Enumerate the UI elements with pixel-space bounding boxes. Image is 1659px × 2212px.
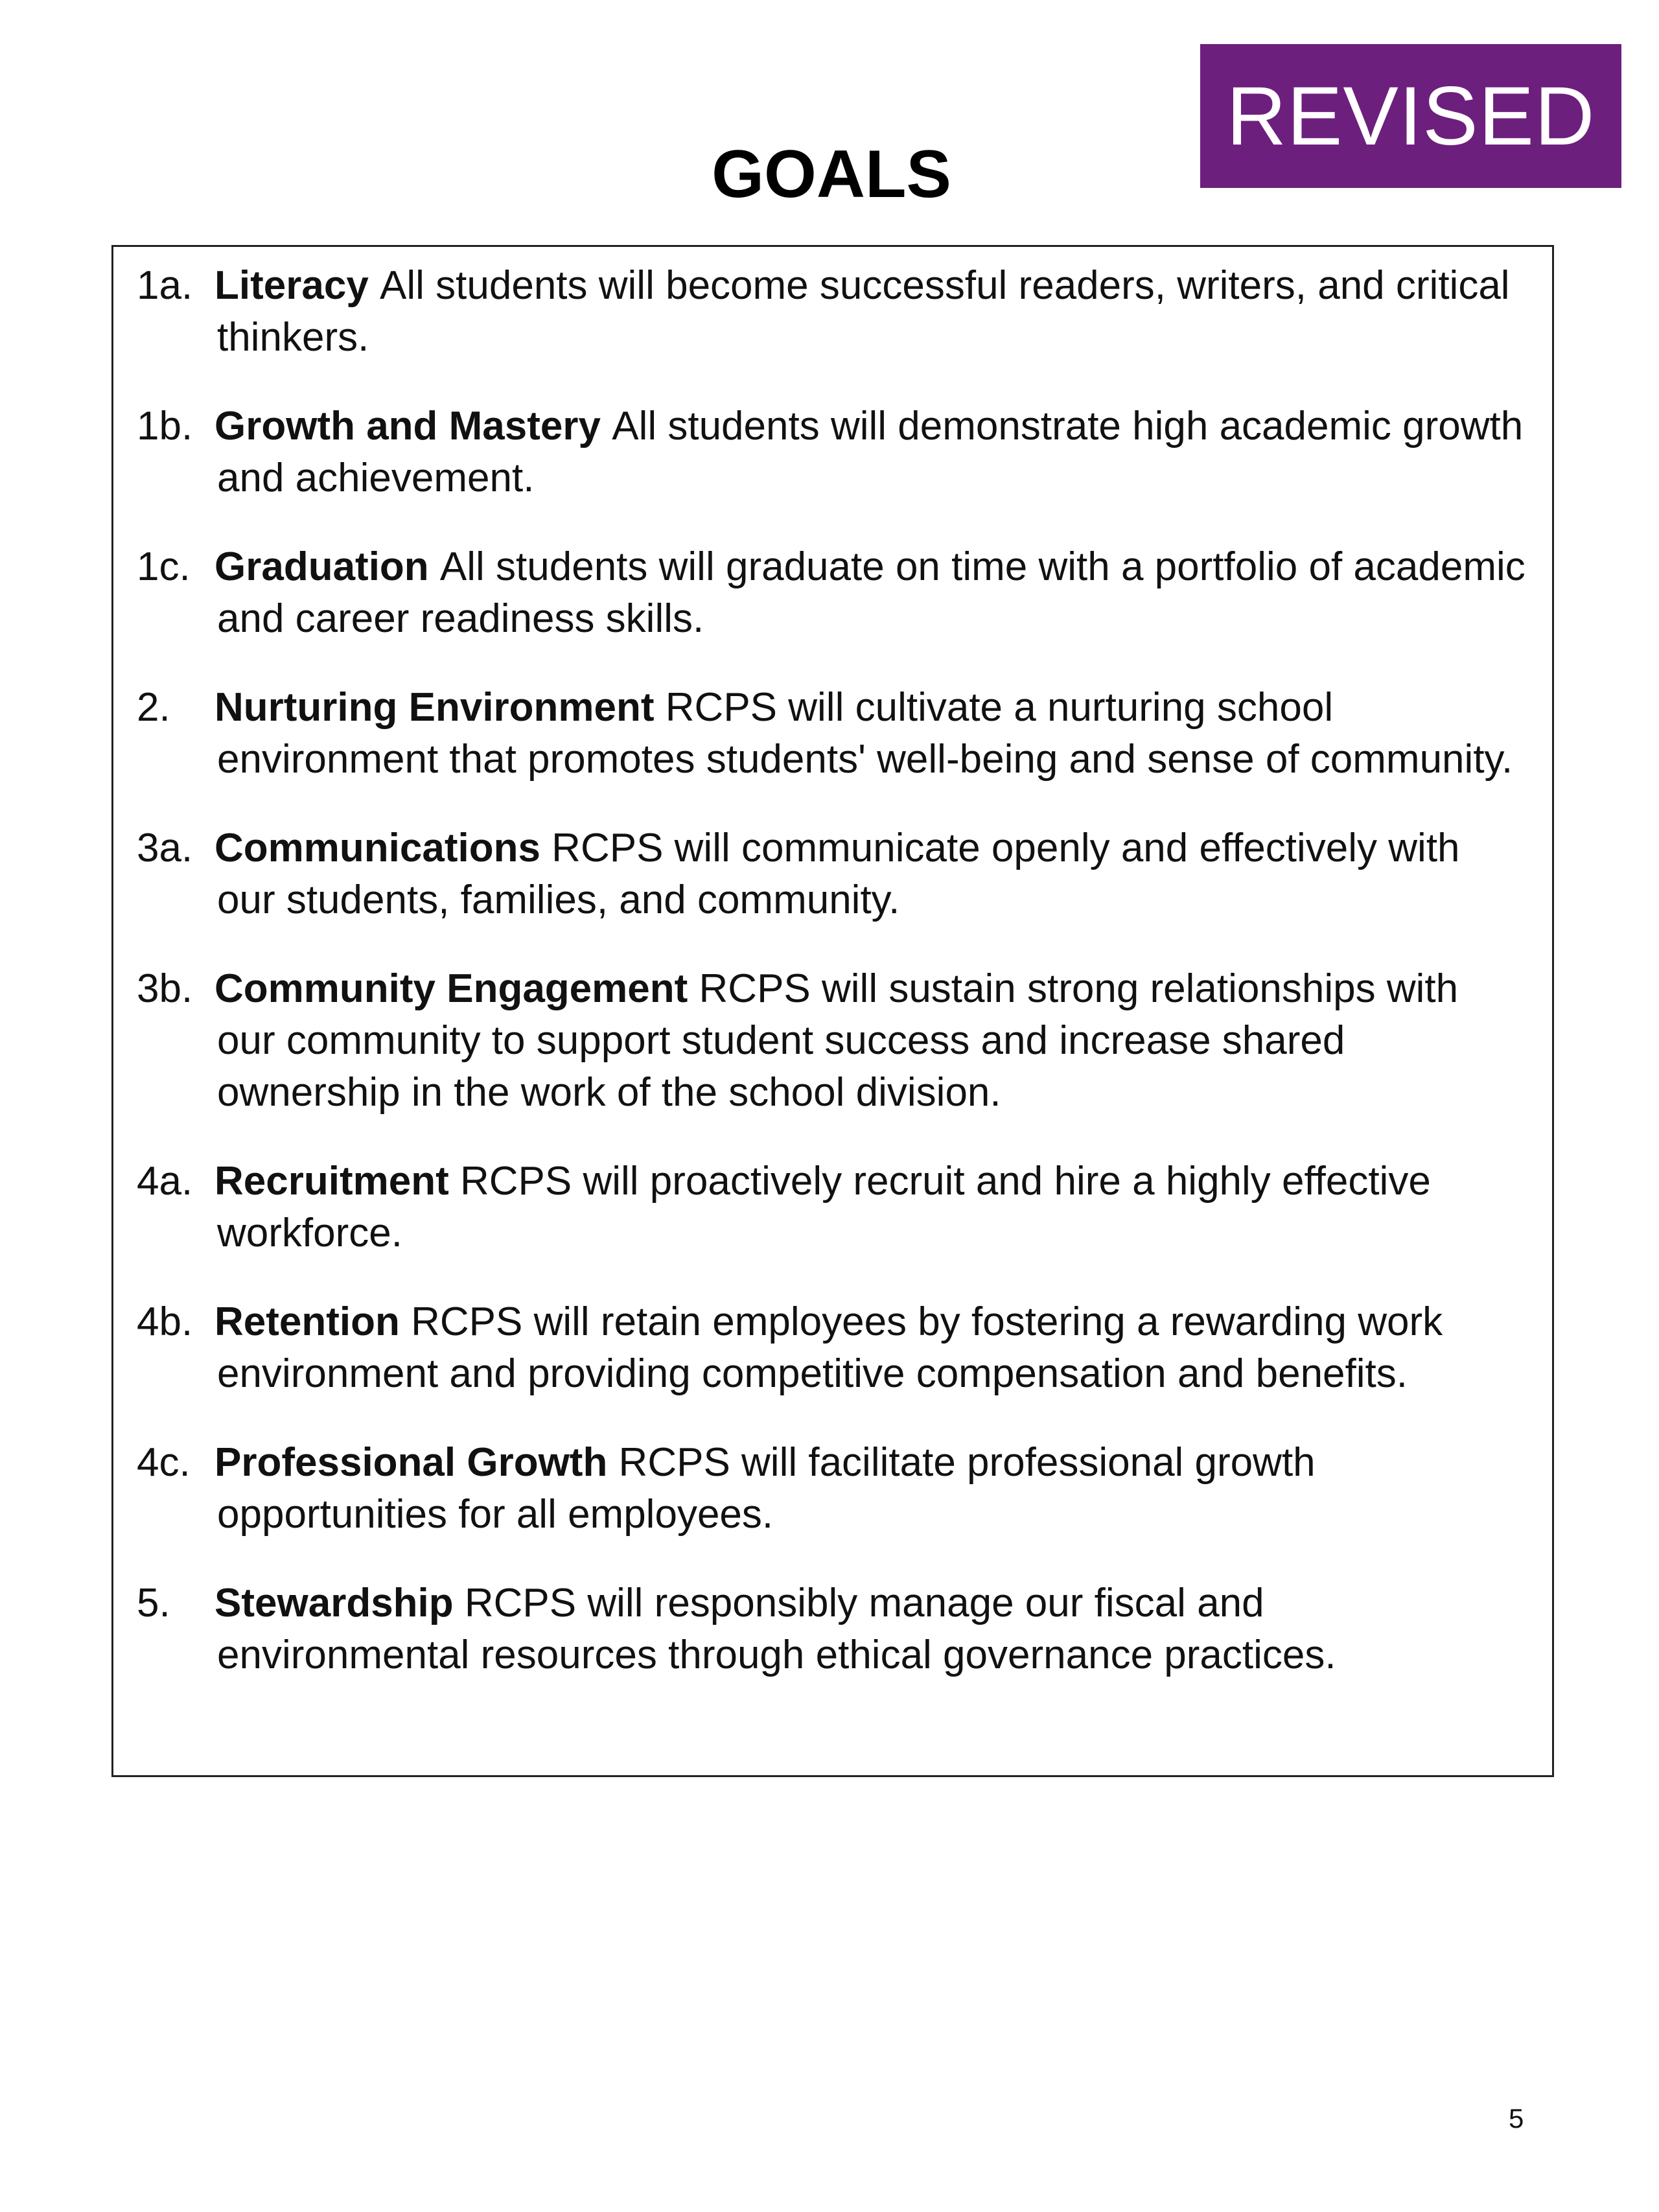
- goal-text: RCPS will communicate openly and effectively with our students, families, and community.: [217, 826, 1460, 922]
- goal-item-4b: [137, 1296, 1526, 1400]
- goal-number: 3a.: [137, 826, 193, 870]
- page-number: 5: [1509, 2103, 1524, 2134]
- goal-number: 4b.: [137, 1299, 193, 1344]
- goal-number: 4c.: [137, 1440, 191, 1485]
- goal-heading: Retention: [215, 1299, 412, 1344]
- goal-heading: Graduation: [215, 544, 440, 589]
- goal-heading: Recruitment: [215, 1159, 460, 1204]
- goal-number: 5.: [137, 1581, 170, 1625]
- page-title: GOALS: [712, 137, 951, 212]
- goal-number: 4a.: [137, 1159, 193, 1204]
- goal-text: All students will graduate on time with a portfolio of academic and career readiness skills.: [217, 544, 1526, 641]
- goal-item-3b: [137, 963, 1526, 1119]
- goal-heading: Growth and Mastery: [215, 404, 612, 448]
- goal-item-1a: [137, 260, 1526, 364]
- goal-text: RCPS will facilitate professional growth opportunities for all employees.: [217, 1440, 1316, 1537]
- goals-list: [137, 260, 1526, 1718]
- goal-number: 1b.: [137, 404, 193, 448]
- goal-number: 1c.: [137, 544, 191, 589]
- goal-item-2: [137, 682, 1526, 786]
- goal-heading: Literacy: [215, 263, 380, 308]
- goal-item-3a: [137, 822, 1526, 926]
- goal-heading: Stewardship: [215, 1581, 465, 1625]
- goal-text: All students will demonstrate high academic growth and achievement.: [217, 404, 1524, 500]
- goal-text: RCPS will sustain strong relationships with our community to support student success and increase shared ownership in the work of the school division.: [217, 966, 1459, 1115]
- goal-heading: Professional Growth: [215, 1440, 619, 1485]
- goal-item-4c: [137, 1437, 1526, 1541]
- goals-box: [111, 245, 1554, 1777]
- goal-text: All students will become successful readers, writers, and critical thinkers.: [217, 263, 1510, 360]
- goal-item-5: [137, 1578, 1526, 1681]
- goal-number: 1a.: [137, 263, 193, 308]
- goal-number: 2.: [137, 685, 170, 730]
- goal-item-1c: [137, 541, 1526, 645]
- goal-text: RCPS will cultivate a nurturing school environment that promotes students' well-being and sense of community.: [217, 685, 1513, 782]
- goal-item-1b: [137, 401, 1526, 504]
- goal-heading: Community Engagement: [215, 966, 699, 1011]
- goal-number: 3b.: [137, 966, 193, 1011]
- revised-badge-label: REVISED: [1226, 69, 1595, 163]
- goal-heading: Nurturing Environment: [215, 685, 666, 730]
- goal-text: RCPS will proactively recruit and hire a highly effective workforce.: [217, 1159, 1431, 1255]
- goal-text: RCPS will retain employees by fostering a rewarding work environment and providing competitive compensation and benefits.: [217, 1299, 1443, 1396]
- goal-item-4a: [137, 1156, 1526, 1259]
- goal-heading: Communications: [215, 826, 552, 870]
- goal-text: RCPS will responsibly manage our fiscal and environmental resources through ethical governance practices.: [217, 1581, 1336, 1677]
